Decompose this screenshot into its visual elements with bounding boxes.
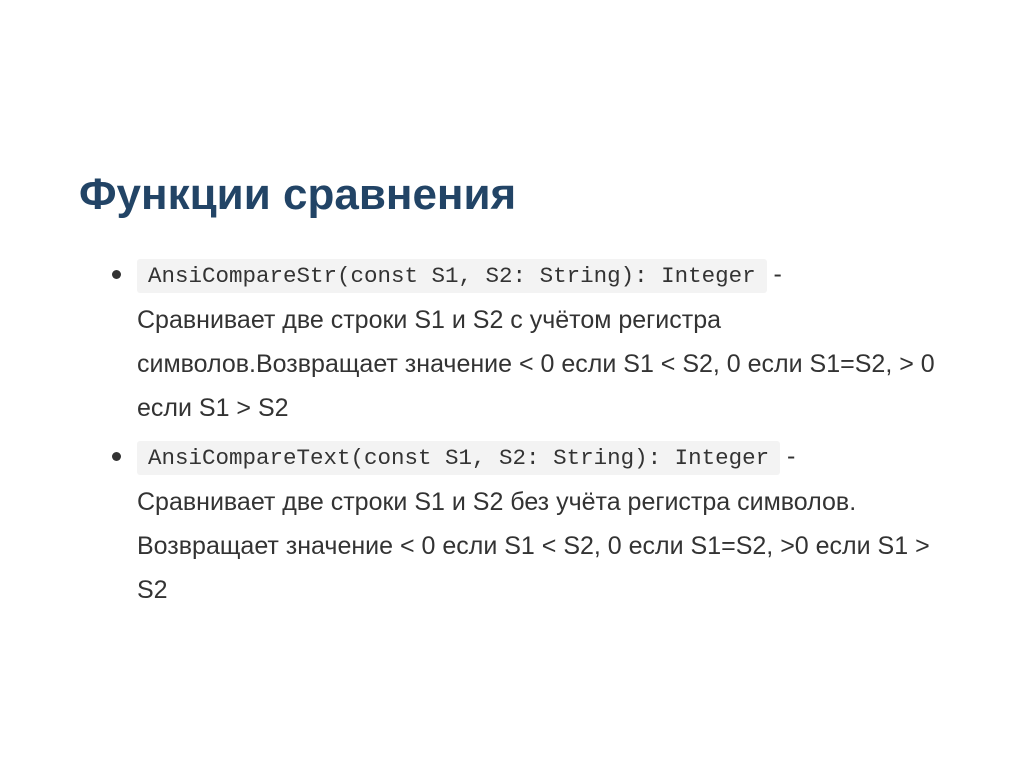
separator: - bbox=[780, 442, 796, 470]
function-description: Сравнивает две строки S1 и S2 с учётом регистра символов.Возвращает значение < 0 если S1 < S2, 0 если S1=S2, > 0 если S1 > S2 bbox=[137, 306, 935, 422]
function-signature: AnsiCompareStr(const S1, S2: String): Integer bbox=[137, 259, 767, 293]
function-description: Сравнивает две строки S1 и S2 без учёта регистра символов. Возвращает значение < 0 если S1 < S2, 0 если S1=S2, >0 если S1 > S2 bbox=[137, 488, 930, 604]
bullet-dot-icon bbox=[112, 270, 121, 279]
slide-title: Функции сравнения bbox=[79, 170, 517, 219]
separator: - bbox=[766, 260, 782, 288]
function-signature: AnsiCompareText(const S1, S2: String): Integer bbox=[137, 441, 780, 475]
bullet-list bbox=[106, 252, 936, 612]
list-item bbox=[106, 252, 936, 430]
list-item bbox=[106, 434, 936, 612]
bullet-dot-icon bbox=[112, 452, 121, 461]
